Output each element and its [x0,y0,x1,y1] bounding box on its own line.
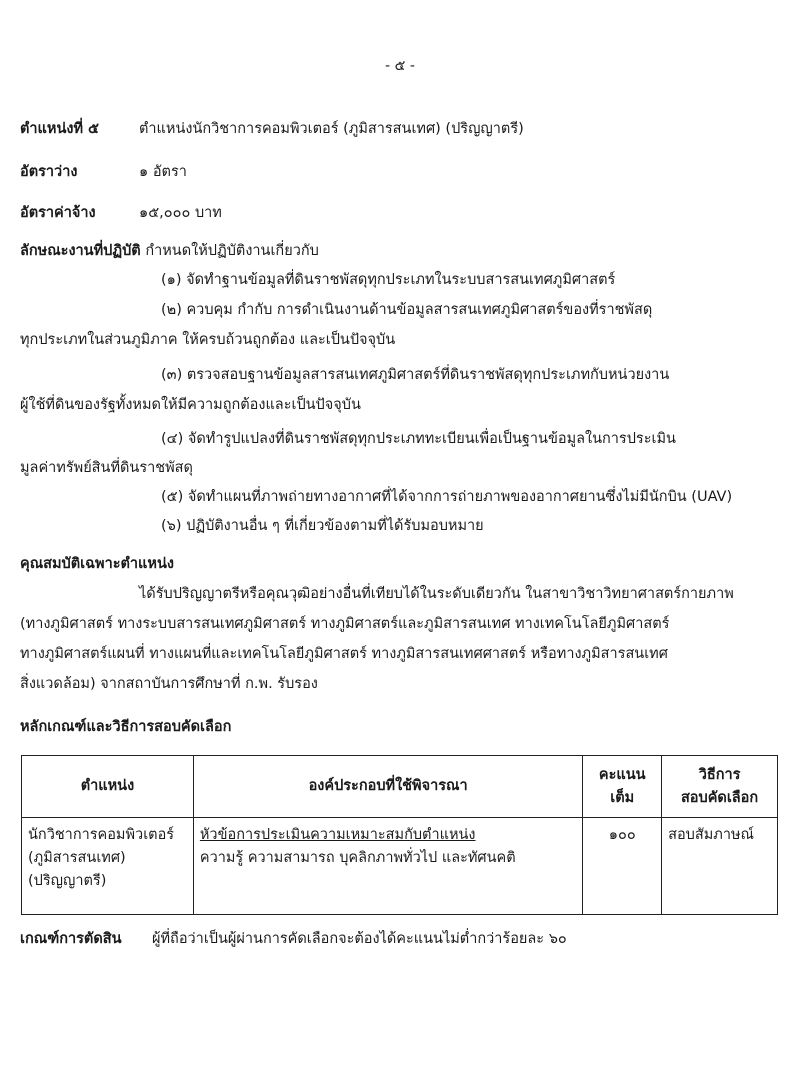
duties-heading [20,242,319,260]
duty-item-1: (๑) จัดทำฐานข้อมูลที่ดินราชพัสดุทุกประเภทในระบบสารสนเทศภูมิศาสตร์ [161,272,616,288]
row-component-title: หัวข้อการประเมินความเหมาะสมกับตำแหน่ง [199,827,476,843]
row-score [583,818,662,915]
duty-item-4: (๔) จัดทำรูปแปลงที่ดินราชพัสดุทุกประเภททะเบียนเพื่อเป็นฐานข้อมูลในการประเมิน [161,431,676,447]
row-method [662,818,778,915]
qualifications-line-1: ได้รับปริญญาตรีหรือคุณวุฒิอย่างอื่นที่เทียบได้ในระดับเดียวกัน ในสาขาวิชาวิทยาศาสตร์กายภาพ [139,586,734,602]
page-number: - ๕ - [385,58,415,74]
duties-label: ลักษณะงานที่ปฏิบัติ [20,243,141,259]
header-score-line-2: เต็ม [610,789,635,806]
duty-item-5: (๕) จัดทำแผนที่ภาพถ่ายทางอากาศที่ได้จากการถ่ายภาพของอากาศยานซึ่งไม่มีนักบิน (UAV) [161,489,733,505]
duty-item-2-cont: ทุกประเภทในส่วนภูมิภาค ให้ครบถ้วนถูกต้อง และเป็นปัจจุบัน [20,332,396,348]
salary-label: อัตราค่าจ้าง [20,205,96,221]
row-position-line-3: (ปริญญาตรี) [28,873,107,889]
duties-intro: กำหนดให้ปฏิบัติงานเกี่ยวกับ [145,243,319,259]
criteria-heading: หลักเกณฑ์และวิธีการสอบคัดเลือก [20,719,232,735]
table-row [22,818,778,915]
row-position [22,818,194,915]
header-components [193,756,582,818]
header-method-line-2: สอบคัดเลือก [680,789,759,806]
header-method [662,756,778,818]
duty-item-3-cont: ผู้ใช้ที่ดินของรัฐทั้งหมดให้มีความถูกต้องและเป็นปัจจุบัน [20,397,361,413]
salary-value: ๑๕,๐๐๐ บาท [139,205,222,221]
decision-label: เกณฑ์การตัดสิน [20,931,122,947]
qualifications-line-4: สิ่งแวดล้อม) จากสถาบันการศึกษาที่ ก.พ. รับรอง [20,676,318,692]
row-position-line-1: นักวิชาการคอมพิวเตอร์ [28,827,175,843]
row-method-text: สอบสัมภาษณ์ [668,827,754,843]
header-score-line-1: คะแนน [598,766,646,783]
position-label: ตำแหน่งที่ ๕ [20,121,100,137]
position-value: ตำแหน่งนักวิชาการคอมพิวเตอร์ (ภูมิสารสนเทศ) (ปริญญาตรี) [139,121,524,137]
qualifications-heading: คุณสมบัติเฉพาะตำแหน่ง [20,556,174,572]
duty-item-6: (๖) ปฏิบัติงานอื่น ๆ ที่เกี่ยวข้องตามที่ได้รับมอบหมาย [161,518,484,534]
decision-value: ผู้ที่ถือว่าเป็นผู้ผ่านการคัดเลือกจะต้องได้คะแนนไม่ต่ำกว่าร้อยละ ๖๐ [152,931,567,947]
header-components-text: องค์ประกอบที่ใช้พิจารณา [308,778,468,795]
row-component-detail: ความรู้ ความสามารถ บุคลิกภาพทั่วไป และทัศนคติ [199,850,516,866]
table-header-row [22,756,778,818]
header-position [22,756,194,818]
row-position-line-2: (ภูมิสารสนเทศ) [28,850,126,866]
header-method-line-1: วิธีการ [698,766,741,783]
qualifications-line-3: ทางภูมิศาสตร์แผนที่ ทางแผนที่และเทคโนโลยีภูมิศาสตร์ ทางภูมิสารสนเทศศาสตร์ หรือทางภูมิสารสนเทศ [20,646,668,662]
duty-item-4-cont: มูลค่าทรัพย์สินที่ดินราชพัสดุ [20,460,193,476]
duty-item-2: (๒) ควบคุม กำกับ การดำเนินงานด้านข้อมูลสารสนเทศภูมิศาสตร์ของที่ราชพัสดุ [161,302,653,318]
vacancy-value: ๑ อัตรา [139,164,187,180]
header-score [583,756,662,818]
header-position-text: ตำแหน่ง [80,778,135,795]
row-components [193,818,582,915]
qualifications-line-2: (ทางภูมิศาสตร์ ทางระบบสารสนเทศภูมิศาสตร์ ทางภูมิศาสตร์และภูมิสารสนเทศ ทางเทคโนโลยีภูมิศาสตร์ [20,616,670,632]
vacancy-label: อัตราว่าง [20,164,78,180]
duty-item-3: (๓) ตรวจสอบฐานข้อมูลสารสนเทศภูมิศาสตร์ที่ดินราชพัสดุทุกประเภทกับหน่วยงาน [161,367,670,383]
row-score-text: ๑๐๐ [608,827,636,843]
criteria-table [21,755,778,915]
